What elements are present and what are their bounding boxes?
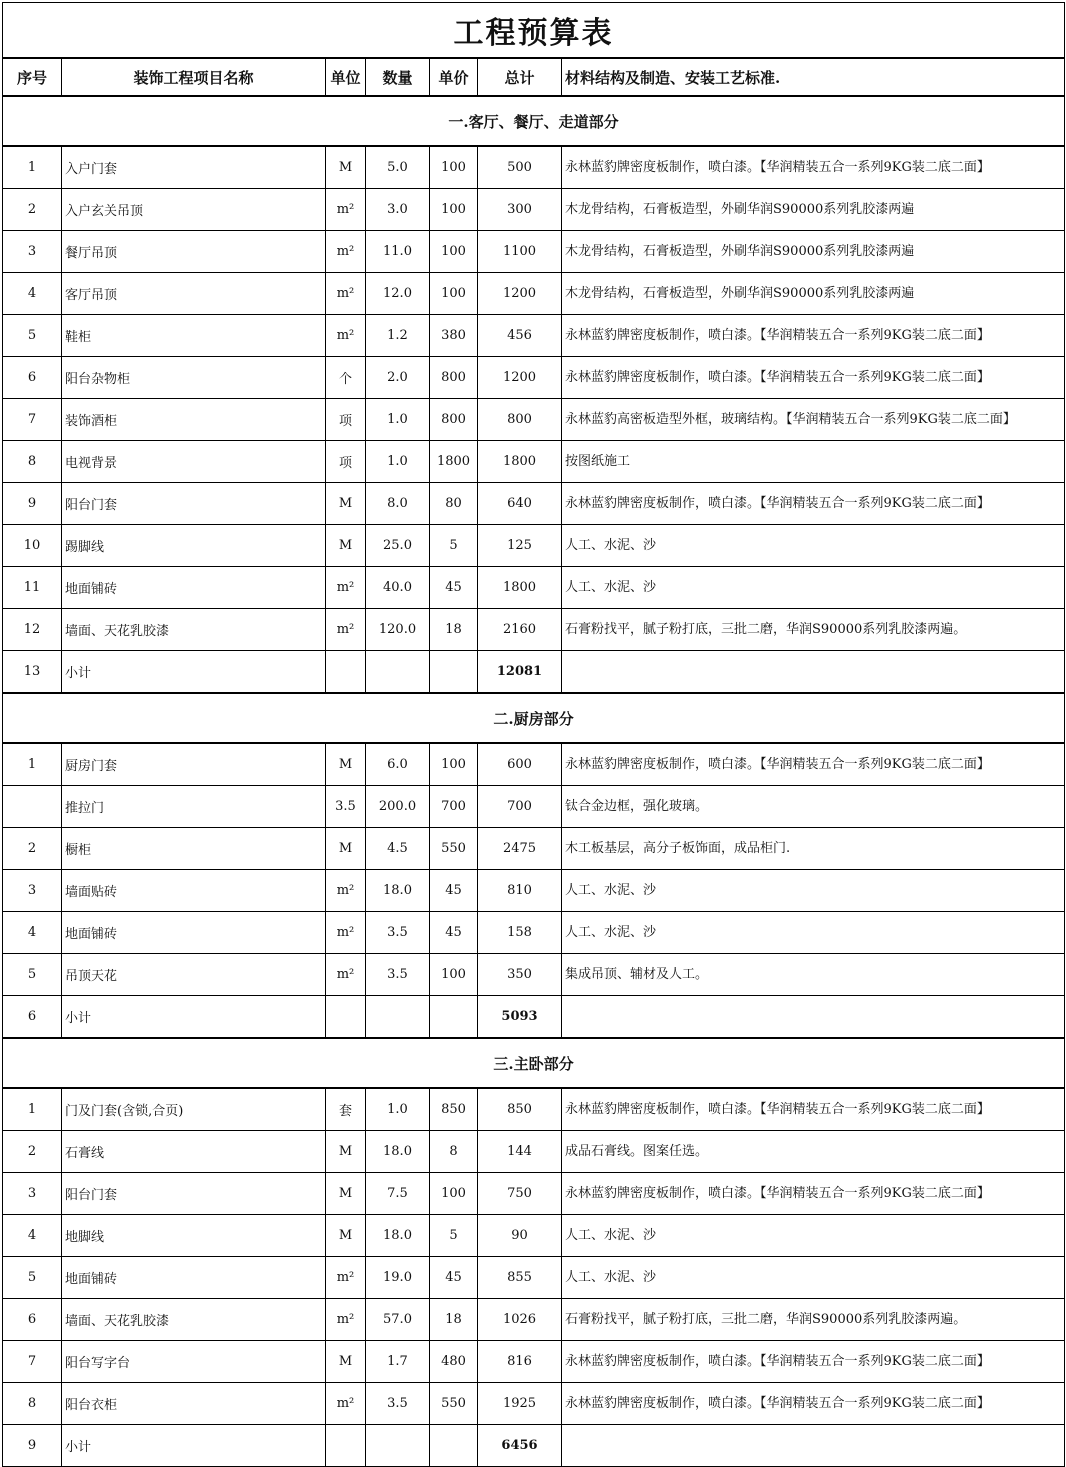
cell-unit: m² [326, 912, 366, 954]
cell-price [430, 651, 478, 694]
cell-name: 踢脚线 [62, 525, 326, 567]
table-row [3, 1341, 1065, 1383]
cell-qty: 1.0 [366, 399, 430, 441]
cell-unit: m² [326, 315, 366, 357]
cell-qty: 3.5 [366, 954, 430, 996]
cell-no: 13 [3, 651, 62, 694]
cell-no: 7 [3, 399, 62, 441]
cell-unit [326, 1425, 366, 1467]
cell-desc: 木龙骨结构，石膏板造型，外刷华润S90000系列乳胶漆两遍 [562, 231, 1065, 273]
cell-desc: 永林蓝豹牌密度板制作，喷白漆。【华润精装五合一系列9KG装二底二面】 [562, 743, 1065, 786]
cell-desc: 人工、水泥、沙 [562, 525, 1065, 567]
header-total: 总计 [478, 58, 562, 96]
cell-qty: 12.0 [366, 273, 430, 315]
table-row [3, 1383, 1065, 1425]
cell-price: 550 [430, 828, 478, 870]
cell-price: 100 [430, 146, 478, 189]
cell-unit: m² [326, 1257, 366, 1299]
cell-total: 5093 [478, 996, 562, 1039]
cell-name: 餐厅吊顶 [62, 231, 326, 273]
cell-total: 2160 [478, 609, 562, 651]
cell-total: 6456 [478, 1425, 562, 1467]
cell-no: 2 [3, 1131, 62, 1173]
table-row [3, 609, 1065, 651]
cell-no: 9 [3, 1425, 62, 1467]
table-row [3, 1215, 1065, 1257]
header-unit: 单位 [326, 58, 366, 96]
cell-total: 1200 [478, 273, 562, 315]
cell-unit: M [326, 828, 366, 870]
cell-price: 100 [430, 273, 478, 315]
cell-unit: m² [326, 189, 366, 231]
table-row [3, 786, 1065, 828]
cell-qty: 8.0 [366, 483, 430, 525]
table-row [3, 315, 1065, 357]
cell-desc: 木工板基层，高分子板饰面，成品柜门. [562, 828, 1065, 870]
cell-no: 5 [3, 315, 62, 357]
cell-price [430, 996, 478, 1039]
cell-qty: 11.0 [366, 231, 430, 273]
budget-table [2, 2, 1065, 1467]
cell-total: 1925 [478, 1383, 562, 1425]
cell-name: 地脚线 [62, 1215, 326, 1257]
cell-no: 8 [3, 1383, 62, 1425]
cell-no: 1 [3, 743, 62, 786]
cell-name: 阳台写字台 [62, 1341, 326, 1383]
cell-qty: 1.0 [366, 1088, 430, 1131]
cell-desc: 永林蓝豹牌密度板制作，喷白漆。【华润精装五合一系列9KG装二底二面】 [562, 483, 1065, 525]
cell-qty: 6.0 [366, 743, 430, 786]
cell-total: 855 [478, 1257, 562, 1299]
cell-desc: 永林蓝豹牌密度板制作，喷白漆。【华润精装五合一系列9KG装二底二面】 [562, 1383, 1065, 1425]
cell-unit: 个 [326, 357, 366, 399]
cell-desc: 永林蓝豹牌密度板制作，喷白漆。【华润精装五合一系列9KG装二底二面】 [562, 1173, 1065, 1215]
header-name: 装饰工程项目名称 [62, 58, 326, 96]
table-row [3, 954, 1065, 996]
cell-no: 1 [3, 146, 62, 189]
cell-desc: 钛合金边框，强化玻璃。 [562, 786, 1065, 828]
cell-unit: m² [326, 273, 366, 315]
cell-total: 850 [478, 1088, 562, 1131]
cell-no: 3 [3, 1173, 62, 1215]
cell-unit: m² [326, 870, 366, 912]
cell-name: 墙面、天花乳胶漆 [62, 1299, 326, 1341]
cell-name: 门及门套(含锁,合页) [62, 1088, 326, 1131]
cell-name: 小计 [62, 651, 326, 694]
header-no: 序号 [3, 58, 62, 96]
cell-qty: 7.5 [366, 1173, 430, 1215]
cell-name: 入户门套 [62, 146, 326, 189]
cell-no: 11 [3, 567, 62, 609]
cell-desc: 木龙骨结构，石膏板造型，外刷华润S90000系列乳胶漆两遍 [562, 273, 1065, 315]
header-row [3, 58, 1065, 96]
title-row [3, 3, 1065, 59]
cell-name: 橱柜 [62, 828, 326, 870]
cell-total: 2475 [478, 828, 562, 870]
cell-name: 地面铺砖 [62, 1257, 326, 1299]
cell-unit: m² [326, 231, 366, 273]
cell-unit: M [326, 743, 366, 786]
cell-name: 电视背景 [62, 441, 326, 483]
cell-unit: M [326, 1215, 366, 1257]
cell-price: 100 [430, 954, 478, 996]
table-row [3, 357, 1065, 399]
table-row [3, 441, 1065, 483]
cell-unit: 项 [326, 399, 366, 441]
cell-desc: 永林蓝豹牌密度板制作，喷白漆。【华润精装五合一系列9KG装二底二面】 [562, 315, 1065, 357]
table-row [3, 870, 1065, 912]
cell-total: 750 [478, 1173, 562, 1215]
cell-desc: 人工、水泥、沙 [562, 912, 1065, 954]
cell-no: 2 [3, 189, 62, 231]
cell-desc: 人工、水泥、沙 [562, 1257, 1065, 1299]
cell-price: 8 [430, 1131, 478, 1173]
cell-no: 12 [3, 609, 62, 651]
cell-unit: m² [326, 609, 366, 651]
cell-no: 3 [3, 231, 62, 273]
table-row [3, 743, 1065, 786]
cell-unit [326, 651, 366, 694]
cell-total: 816 [478, 1341, 562, 1383]
cell-desc: 永林蓝豹牌密度板制作，喷白漆。【华润精装五合一系列9KG装二底二面】 [562, 357, 1065, 399]
table-row [3, 189, 1065, 231]
cell-name: 墙面贴砖 [62, 870, 326, 912]
table-row [3, 912, 1065, 954]
cell-unit: 套 [326, 1088, 366, 1131]
cell-qty: 57.0 [366, 1299, 430, 1341]
cell-desc [562, 1425, 1065, 1467]
cell-unit [326, 996, 366, 1039]
cell-unit: m² [326, 567, 366, 609]
cell-qty: 18.0 [366, 870, 430, 912]
header-qty: 数量 [366, 58, 430, 96]
header-desc: 材料结构及制造、安装工艺标准. [562, 58, 1065, 96]
cell-unit: 3.5 [326, 786, 366, 828]
cell-unit: M [326, 146, 366, 189]
cell-qty: 1.0 [366, 441, 430, 483]
cell-desc [562, 651, 1065, 694]
cell-name: 阳台门套 [62, 483, 326, 525]
table-row [3, 146, 1065, 189]
cell-desc: 永林蓝豹牌密度板制作，喷白漆。【华润精装五合一系列9KG装二底二面】 [562, 1341, 1065, 1383]
cell-no: 6 [3, 1299, 62, 1341]
cell-no: 4 [3, 273, 62, 315]
cell-name: 鞋柜 [62, 315, 326, 357]
table-row [3, 567, 1065, 609]
cell-desc: 人工、水泥、沙 [562, 567, 1065, 609]
cell-total: 810 [478, 870, 562, 912]
cell-qty: 18.0 [366, 1131, 430, 1173]
cell-desc: 永林蓝豹牌密度板制作，喷白漆。【华润精装五合一系列9KG装二底二面】 [562, 1088, 1065, 1131]
cell-total: 1100 [478, 231, 562, 273]
cell-unit: M [326, 1341, 366, 1383]
cell-name: 地面铺砖 [62, 912, 326, 954]
cell-name: 墙面、天花乳胶漆 [62, 609, 326, 651]
header-price: 单价 [430, 58, 478, 96]
cell-no [3, 786, 62, 828]
cell-desc: 永林蓝豹牌密度板制作，喷白漆。【华润精装五合一系列9KG装二底二面】 [562, 146, 1065, 189]
cell-name: 小计 [62, 996, 326, 1039]
cell-price: 100 [430, 189, 478, 231]
cell-qty [366, 1425, 430, 1467]
cell-no: 6 [3, 996, 62, 1039]
cell-total: 158 [478, 912, 562, 954]
cell-desc: 木龙骨结构，石膏板造型，外刷华润S90000系列乳胶漆两遍 [562, 189, 1065, 231]
cell-qty: 40.0 [366, 567, 430, 609]
subtotal-row [3, 996, 1065, 1039]
cell-name: 小计 [62, 1425, 326, 1467]
cell-price: 380 [430, 315, 478, 357]
cell-unit: 项 [326, 441, 366, 483]
section-header-row [3, 1038, 1065, 1088]
cell-qty: 2.0 [366, 357, 430, 399]
cell-total: 300 [478, 189, 562, 231]
cell-price: 700 [430, 786, 478, 828]
cell-price: 5 [430, 525, 478, 567]
cell-name: 客厅吊顶 [62, 273, 326, 315]
cell-price: 100 [430, 743, 478, 786]
cell-price: 18 [430, 609, 478, 651]
cell-price: 45 [430, 870, 478, 912]
cell-qty: 25.0 [366, 525, 430, 567]
cell-price [430, 1425, 478, 1467]
cell-desc: 按图纸施工 [562, 441, 1065, 483]
cell-desc: 人工、水泥、沙 [562, 1215, 1065, 1257]
cell-price: 480 [430, 1341, 478, 1383]
cell-qty: 1.2 [366, 315, 430, 357]
table-row [3, 399, 1065, 441]
cell-desc: 成品石膏线。图案任选。 [562, 1131, 1065, 1173]
cell-total: 600 [478, 743, 562, 786]
cell-qty [366, 651, 430, 694]
cell-desc: 人工、水泥、沙 [562, 870, 1065, 912]
cell-total: 500 [478, 146, 562, 189]
cell-no: 8 [3, 441, 62, 483]
subtotal-row [3, 651, 1065, 694]
cell-no: 5 [3, 954, 62, 996]
section-title: 一.客厅、餐厅、走道部分 [3, 96, 1065, 146]
table-row [3, 828, 1065, 870]
cell-qty: 120.0 [366, 609, 430, 651]
cell-price: 45 [430, 1257, 478, 1299]
cell-no: 4 [3, 912, 62, 954]
section-header-row [3, 693, 1065, 743]
cell-unit: M [326, 483, 366, 525]
table-row [3, 525, 1065, 567]
cell-qty: 3.5 [366, 912, 430, 954]
cell-no: 6 [3, 357, 62, 399]
cell-price: 45 [430, 567, 478, 609]
page-title: 工程预算表 [3, 3, 1065, 59]
table-row [3, 1173, 1065, 1215]
section-title: 三.主卧部分 [3, 1038, 1065, 1088]
table-row [3, 1299, 1065, 1341]
cell-qty: 5.0 [366, 146, 430, 189]
cell-name: 厨房门套 [62, 743, 326, 786]
cell-price: 18 [430, 1299, 478, 1341]
cell-total: 1800 [478, 567, 562, 609]
section-header-row [3, 96, 1065, 146]
cell-desc [562, 996, 1065, 1039]
cell-no: 3 [3, 870, 62, 912]
cell-total: 144 [478, 1131, 562, 1173]
cell-price: 45 [430, 912, 478, 954]
cell-price: 850 [430, 1088, 478, 1131]
cell-unit: M [326, 1131, 366, 1173]
cell-name: 装饰酒柜 [62, 399, 326, 441]
cell-price: 5 [430, 1215, 478, 1257]
cell-no: 7 [3, 1341, 62, 1383]
cell-total: 125 [478, 525, 562, 567]
cell-name: 吊顶天花 [62, 954, 326, 996]
cell-total: 1026 [478, 1299, 562, 1341]
cell-no: 1 [3, 1088, 62, 1131]
cell-name: 阳台衣柜 [62, 1383, 326, 1425]
cell-total: 350 [478, 954, 562, 996]
cell-unit: M [326, 1173, 366, 1215]
cell-no: 4 [3, 1215, 62, 1257]
table-row [3, 1088, 1065, 1131]
cell-name: 阳台杂物柜 [62, 357, 326, 399]
table-row [3, 273, 1065, 315]
cell-name: 推拉门 [62, 786, 326, 828]
cell-price: 800 [430, 399, 478, 441]
cell-qty: 18.0 [366, 1215, 430, 1257]
cell-no: 9 [3, 483, 62, 525]
cell-price: 550 [430, 1383, 478, 1425]
cell-no: 5 [3, 1257, 62, 1299]
cell-price: 800 [430, 357, 478, 399]
cell-unit: m² [326, 1383, 366, 1425]
table-row [3, 1131, 1065, 1173]
cell-desc: 石膏粉找平，腻子粉打底，三批二磨，华润S90000系列乳胶漆两遍。 [562, 609, 1065, 651]
cell-name: 阳台门套 [62, 1173, 326, 1215]
cell-total: 1200 [478, 357, 562, 399]
cell-qty: 3.5 [366, 1383, 430, 1425]
cell-name: 入户玄关吊顶 [62, 189, 326, 231]
cell-price: 100 [430, 231, 478, 273]
cell-qty: 1.7 [366, 1341, 430, 1383]
cell-total: 700 [478, 786, 562, 828]
cell-no: 10 [3, 525, 62, 567]
cell-qty: 200.0 [366, 786, 430, 828]
cell-price: 80 [430, 483, 478, 525]
cell-no: 2 [3, 828, 62, 870]
cell-qty: 3.0 [366, 189, 430, 231]
cell-unit: m² [326, 1299, 366, 1341]
cell-total: 800 [478, 399, 562, 441]
cell-unit: m² [326, 954, 366, 996]
cell-total: 12081 [478, 651, 562, 694]
subtotal-row [3, 1425, 1065, 1467]
cell-total: 640 [478, 483, 562, 525]
table-row [3, 231, 1065, 273]
cell-total: 456 [478, 315, 562, 357]
cell-desc: 永林蓝豹高密板造型外框，玻璃结构。【华润精装五合一系列9KG装二底二面】 [562, 399, 1065, 441]
table-row [3, 483, 1065, 525]
cell-desc: 石膏粉找平，腻子粉打底，三批二磨，华润S90000系列乳胶漆两遍。 [562, 1299, 1065, 1341]
cell-price: 1800 [430, 441, 478, 483]
cell-name: 石膏线 [62, 1131, 326, 1173]
cell-qty [366, 996, 430, 1039]
cell-total: 1800 [478, 441, 562, 483]
cell-qty: 4.5 [366, 828, 430, 870]
table-row [3, 1257, 1065, 1299]
cell-desc: 集成吊顶、辅材及人工。 [562, 954, 1065, 996]
cell-qty: 19.0 [366, 1257, 430, 1299]
cell-price: 100 [430, 1173, 478, 1215]
cell-name: 地面铺砖 [62, 567, 326, 609]
section-title: 二.厨房部分 [3, 693, 1065, 743]
cell-unit: M [326, 525, 366, 567]
cell-total: 90 [478, 1215, 562, 1257]
